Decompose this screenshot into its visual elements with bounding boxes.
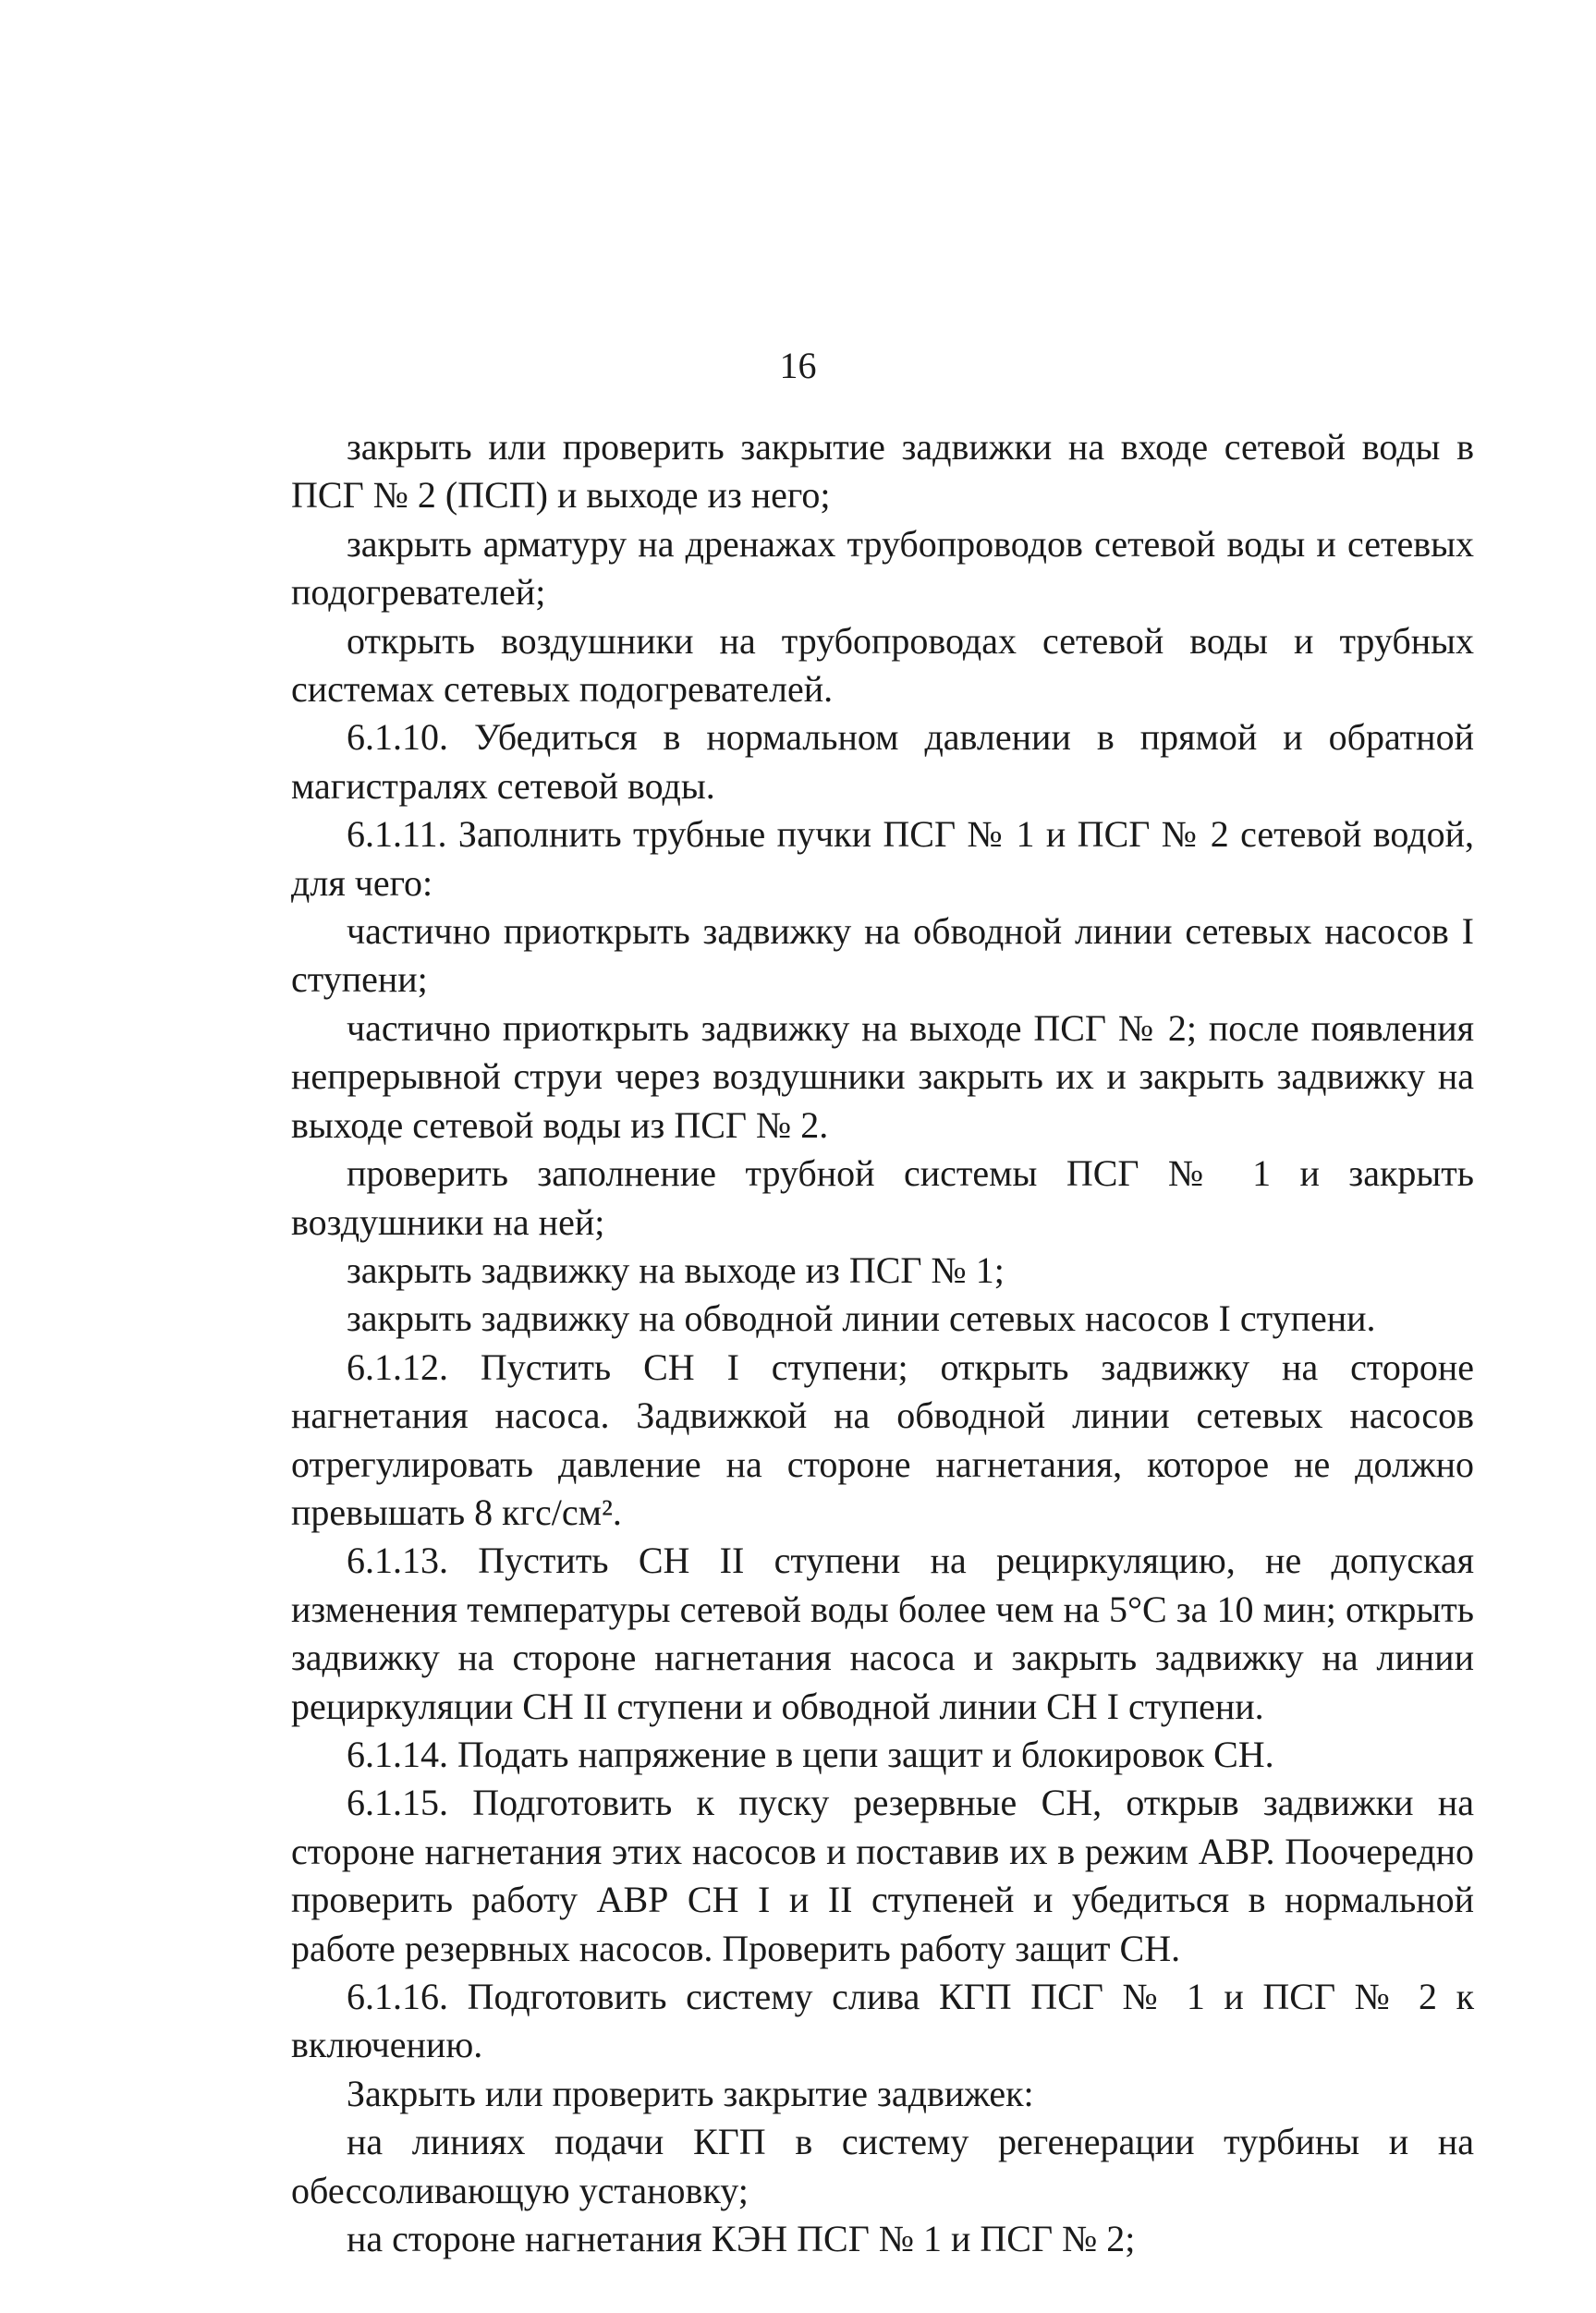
page-number: 16 <box>779 345 817 386</box>
paragraph: 6.1.11. Заполнить трубные пучки ПСГ № 1 и ПСГ № 2 сетевой водой, для чего: <box>291 813 1474 904</box>
paragraph: частично приоткрыть задвижку на выходе ПСГ № 2; после появления непрерывной струи через воздушники закрыть их и закрыть задвижку на выходе сетевой воды из ПСГ № 2. <box>291 1006 1474 1146</box>
paragraph: закрыть или проверить закрытие задвижки на входе сетевой воды в ПСГ № 2 (ПСП) и выходе из него; <box>291 426 1474 517</box>
paragraph: открыть воздушники на трубопроводах сетевой воды и трубных системах сетевых подогревателей. <box>291 619 1474 711</box>
paragraph: частично приоткрыть задвижку на обводной линии сетевых насосов I ступени; <box>291 910 1474 1001</box>
paragraph: 6.1.15. Подготовить к пуску резервные СН, открыв задвижки на стороне нагнетания этих насосов и поставив их в режим АВР. Поочередно проверить работу АВР СН I и II ступеней и убедиться в нормальной работе резервных насосов. Проверить работу защит СН. <box>291 1782 1475 1969</box>
paragraph: закрыть задвижку на выходе из ПСГ № 1; <box>347 1248 1005 1291</box>
paragraph: 6.1.10. Убедиться в нормальном давлении в прямой и обратной магистралях сетевой воды. <box>291 716 1474 807</box>
paragraph: 6.1.16. Подготовить систему слива КГП ПСГ № 1 и ПСГ № 2 к включению. <box>291 1976 1474 2066</box>
paragraph: закрыть задвижку на обводной линии сетевых насосов I ступени. <box>347 1297 1376 1340</box>
paragraph: 6.1.12. Пустить СН I ступени; открыть задвижку на стороне нагнетания насоса. Задвижкой на обводной линии сетевых насосов отрегулировать давление на стороне нагнетания, которое не должно превышать 8 кгс/см². <box>291 1345 1474 1533</box>
paragraph: 6.1.13. Пустить СН II ступени на рециркуляцию, не допуская изменения температуры сетевой воды более чем на 5°С за 10 мин; открыть задвижку на стороне нагнетания насоса и закрыть задвижку на линии рециркуляции СН II ступени и обводной линии СН I ступени. <box>291 1540 1474 1727</box>
paragraph: Закрыть или проверить закрытие задвижек: <box>347 2072 1034 2114</box>
paragraph: проверить заполнение трубной системы ПСГ № 1 и закрыть воздушники на ней; <box>291 1152 1474 1243</box>
paragraph: на линиях подачи КГП в систему регенерации турбины и на обессоливающую установку; <box>291 2121 1474 2211</box>
paragraph: на стороне нагнетания КЭН ПСГ № 1 и ПСГ № 2; <box>347 2218 1136 2260</box>
paragraph: закрыть арматуру на дренажах трубопроводов сетевой воды и сетевых подогревателей; <box>291 522 1474 614</box>
body-text <box>291 423 1474 2263</box>
paragraph: 6.1.14. Подать напряжение в цепи защит и блокировок СН. <box>347 1733 1274 1775</box>
